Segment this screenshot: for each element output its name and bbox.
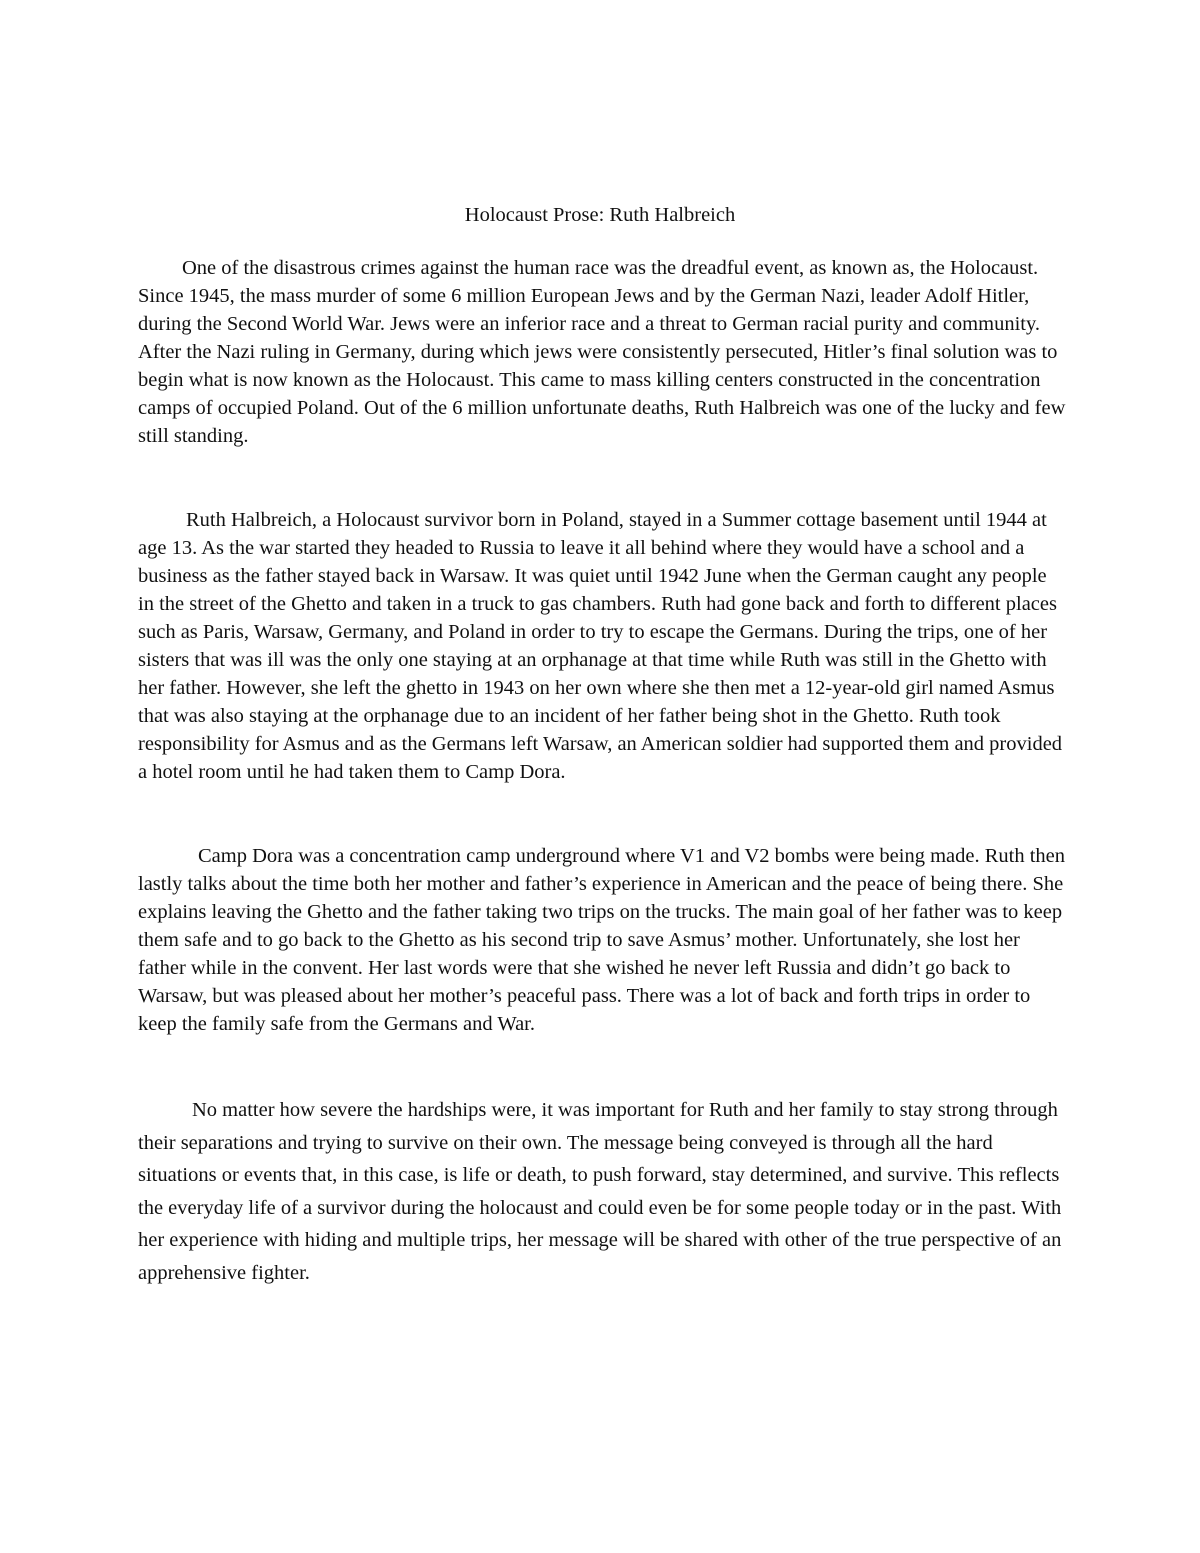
paragraph-2: Ruth Halbreich, a Holocaust survivor born in Poland, stayed in a Summer cottage basement until 1944 at age 13. As the war started they headed to Russia to leave it all behind where they would have a school and a business as the father stayed back in Warsaw. It was quiet until 1942 June when the German caught any people in the street of the Ghetto and taken in a truck to gas chambers. Ruth had gone back and forth to different places such as Paris, Warsaw, Germany, and Poland in order to try to escape the Germans. During the trips, one of her sisters that was ill was the only one staying at an orphanage at that time while Ruth was still in the Ghetto with her father. However, she left the ghetto in 1943 on her own where she then met a 12-year-old girl named Asmus that was also staying at the orphanage due to an incident of her father being shot in the Ghetto. Ruth took responsibility for Asmus and as the Germans left Warsaw, an American soldier had supported them and provided a hotel room until he had taken them to Camp Dora. bbox=[138, 509, 1063, 783]
paragraph-1: One of the disastrous crimes against the human race was the dreadful event, as known as, the Holocaust. Since 1945, the mass murder of some 6 million European Jews and by the German Nazi, leader Adolf Hitler, during the Second World War. Jews were an inferior race and a threat to German racial purity and community. After the Nazi ruling in Germany, during which jews were consistently persecuted, Hitler’s final solution was to begin what is now known as the Holocaust. This came to mass killing centers constructed in the concentration camps of occupied Poland. Out of the 6 million unfortunate deaths, Ruth Halbreich was one of the lucky and few still standing. bbox=[138, 257, 1066, 447]
document-title: Holocaust Prose: Ruth Halbreich bbox=[464, 204, 736, 226]
paragraph-3: Camp Dora was a concentration camp underground where V1 and V2 bombs were being made. Ruth then lastly talks about the time both her mother and father’s experience in American and the peace of being there. She explains leaving the Ghetto and the father taking two trips on the trucks. The main goal of her father was to keep them safe and to go back to the Ghetto as his second trip to save Asmus’ mother. Unfortunately, she lost her father while in the convent. Her last words were that she wished he never left Russia and didn’t go back to Warsaw, but was pleased about her mother’s peaceful pass. There was a lot of back and forth trips in order to keep the family safe from the Germans and War. bbox=[138, 845, 1066, 1035]
paragraph-4: No matter how severe the hardships were, it was important for Ruth and her family to stay strong through their separations and trying to survive on their own. The message being conveyed is through all the hard situations or events that, in this case, is life or death, to push forward, stay determined, and survive. This reflects the everyday life of a survivor during the holocaust and could even be for some people today or in the past. With her experience with hiding and multiple trips, her message will be shared with other of the true perspective of an apprehensive fighter. bbox=[138, 1099, 1062, 1284]
